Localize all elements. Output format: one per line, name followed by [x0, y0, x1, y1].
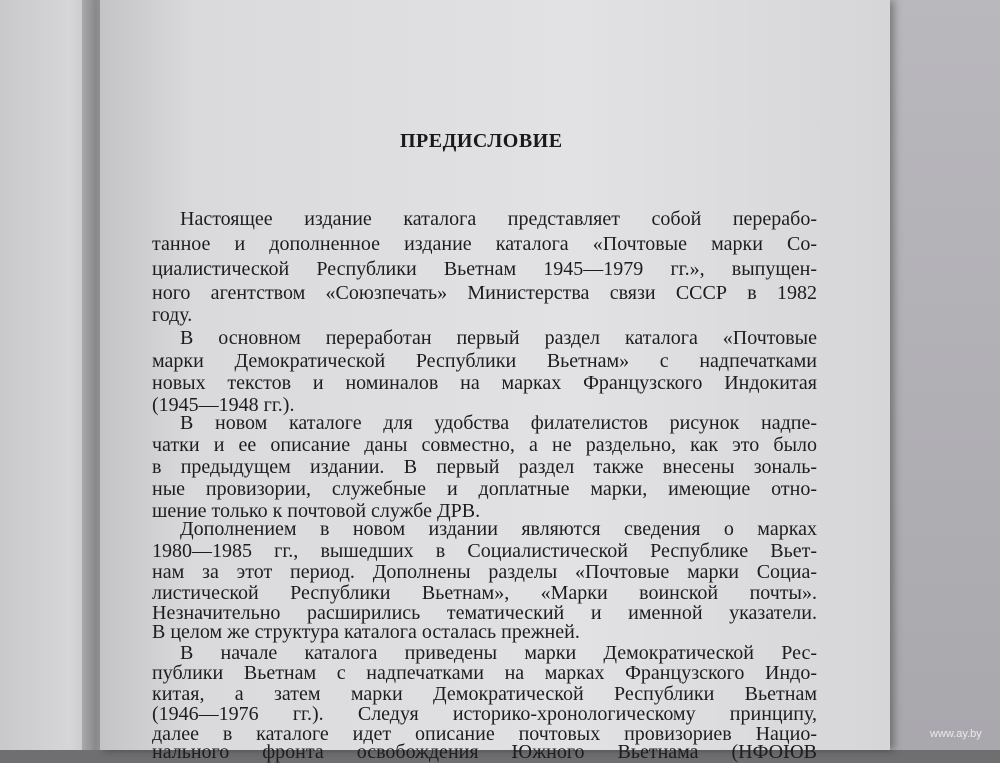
text-line: ного агентством «Союзпечать» Министерства связи СССР в 1982 [152, 282, 817, 304]
text-line: марки Демократической Республики Вьетнам» с надпечатками [152, 350, 817, 372]
text-line: 1980—1985 гг., вышедших в Социалистической Республике Вьет- [152, 540, 817, 562]
text-line: нам за этот период. Дополнены разделы «Почтовые марки Социа- [152, 561, 817, 583]
text-line: В новом каталоге для удобства филателистов рисунок надпе- [180, 412, 817, 434]
text-line: (1946—1976 гг.). Следуя историко-хронологическому принципу, [152, 703, 817, 725]
text-line: В начале каталога приведены марки Демократической Рес- [180, 642, 817, 664]
text-line: китая, а затем марки Демократической Республики Вьетнам [152, 683, 817, 705]
text-line: листической Республики Вьетнам», «Марки воинской почты». [152, 582, 817, 604]
text-line: (1945—1948 гг.). [152, 394, 295, 416]
text-line: В целом же структура каталога осталась прежней. [152, 621, 580, 643]
text-line: нального фронта освобождения Южного Вьетнама (НФОЮВ [152, 741, 817, 763]
watermark: www.ay.by [930, 728, 982, 740]
text-line: году. [152, 304, 193, 326]
text-line: Незначительно расширились тематический и именной указатели. [152, 602, 817, 624]
text-line: циалистической Республики Вьетнам 1945—1979 гг.», выпущен- [152, 258, 817, 280]
text-line: В основном переработан первый раздел каталога «Почтовые [180, 327, 817, 349]
right-page [100, 0, 890, 763]
text-line: далее в каталоге идет описание почтовых провизориев Нацио- [152, 723, 817, 745]
text-line: публики Вьетнам с надпечатками на марках Французского Индо- [152, 662, 817, 684]
text-line: новых текстов и номиналов на марках Французского Индокитая [152, 372, 817, 394]
page-heading: ПРЕДИСЛОВИЕ [400, 130, 563, 152]
text-line: Дополнением в новом издании являются сведения о марках [180, 518, 817, 540]
text-line: чатки и ее описание даны совместно, а не раздельно, как это было [152, 434, 817, 456]
text-line: танное и дополненное издание каталога «Почтовые марки Со- [152, 233, 817, 255]
text-line: Настоящее издание каталога представляет собой перерабо- [180, 208, 817, 230]
background-surface [885, 0, 1000, 750]
text-line: шение только к почтовой службе ДРВ. [152, 500, 481, 522]
text-line: ные провизории, служебные и доплатные марки, имеющие отно- [152, 478, 817, 500]
text-line: в предыдущем издании. В первый раздел также внесены зональ- [152, 456, 817, 478]
